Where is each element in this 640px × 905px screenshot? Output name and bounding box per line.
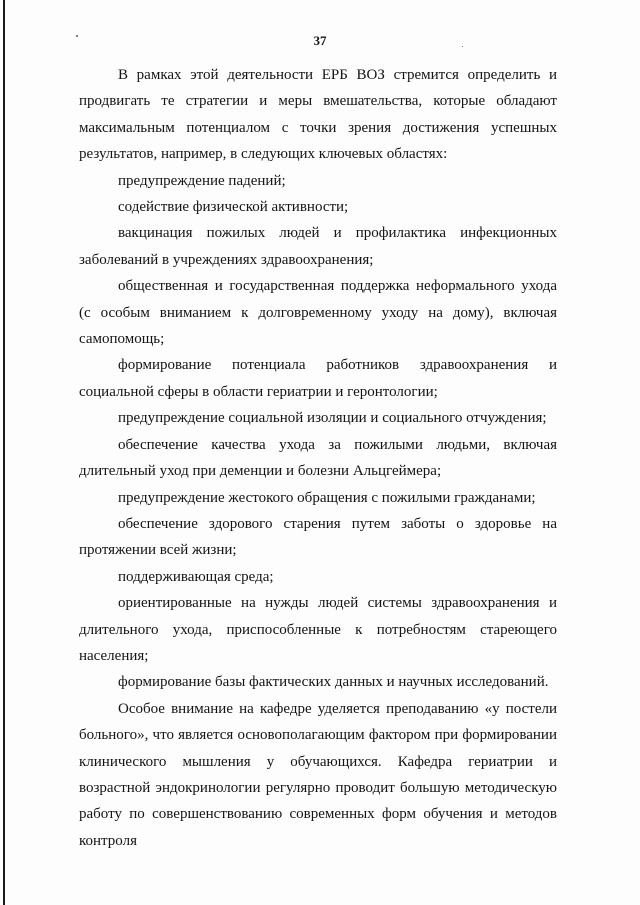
list-item-falls: предупреждение падений;: [118, 172, 286, 189]
list-item-vaccination: вакцинация пожилых людей и профилактика инфекционных заболеваний в учреждениях здравоохранения;: [79, 225, 557, 268]
list-item-physical-activity: содействие физической активности;: [118, 199, 349, 216]
list-item-quality-of-care: обеспечение качества ухода за пожилыми людьми, включая длительный уход при деменции и болезни Альцгеймера;: [79, 436, 557, 480]
list-item-evidence-base: формирование базы фактических данных и научных исследований.: [118, 674, 549, 691]
list-item-elder-abuse: предупреждение жестокого обращения с пожилыми гражданами;: [118, 489, 536, 506]
list-item-health-systems: ориентированные на нужды людей системы здравоохранения и длительного ухода, приспособленные к потребностям стареющего населения;: [79, 595, 557, 664]
list-item-informal-care: общественная и государственная поддержка неформального ухода (с особым вниманием к долговременному уходу на дому), включая самопомощь;: [79, 278, 557, 348]
paragraph-bedside-teaching: Особое внимание на кафедре уделяется преподаванию «у постели больного», что является основополагающим фактором при формировании клинического мышления у обучающихся. Кафедра гериатрии и возрастной эндокринологии регулярно проводит большую методическую работу по совершенствованию современных форм обучения и методов контроля: [79, 700, 557, 849]
list-item-supportive-environment: поддерживающая среда;: [118, 568, 274, 585]
list-item-social-isolation: предупреждение социальной изоляции и социального отчуждения;: [118, 410, 547, 427]
page-number: 37: [313, 33, 327, 48]
list-item-workforce: формирование потенциала работников здравоохранения и социальной сферы в области гериатрии и геронтологии;: [79, 357, 557, 400]
scan-edge-line: [3, 0, 5, 905]
paragraph-intro: В рамках этой деятельности ЕРБ ВОЗ стремится определить и продвигать те стратегии и меры вмешательства, которые обладают максимальным потенциалом с точки зрения достижения успешных результатов, например, в следующих ключевых областях:: [79, 67, 557, 163]
list-item-healthy-ageing: обеспечение здорового старения путем заботы о здоровье на протяжении всей жизни;: [79, 515, 557, 559]
text-body: [79, 62, 557, 854]
